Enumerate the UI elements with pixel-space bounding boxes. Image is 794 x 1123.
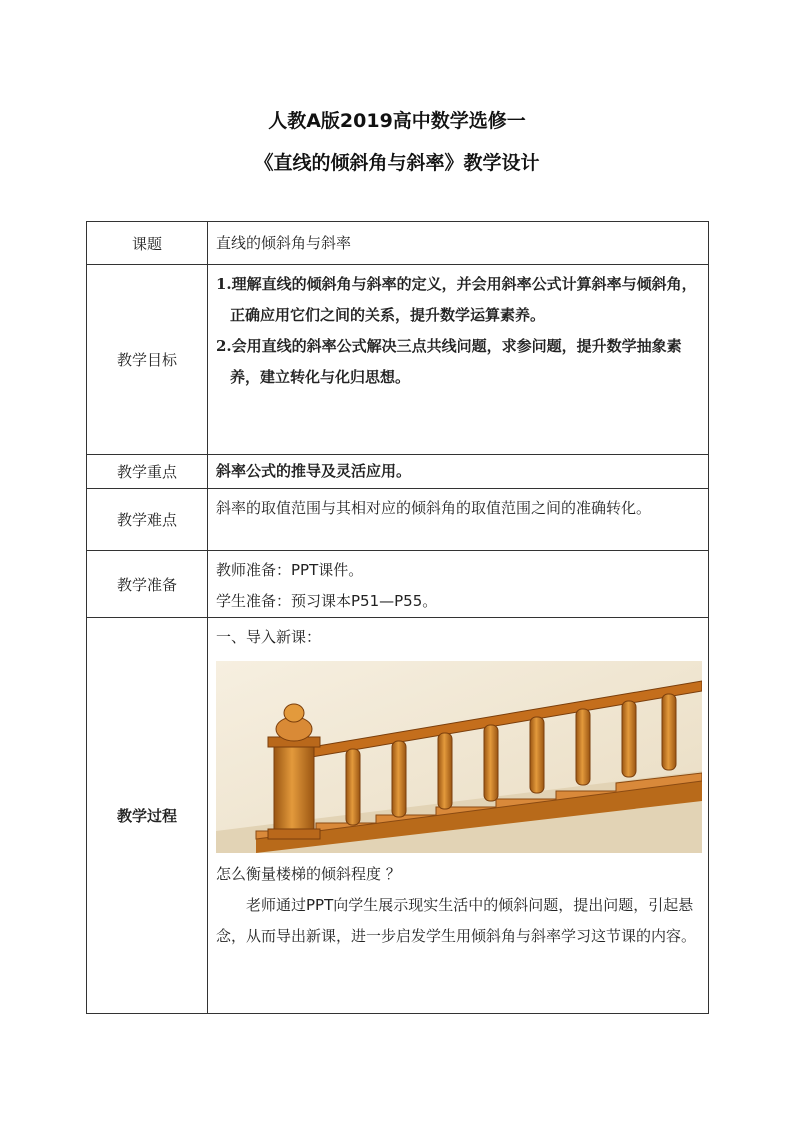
prep-cell bbox=[208, 551, 709, 618]
difficulty-value: 斜率的取值范围与其相对应的倾斜角的取值范围之间的准确转化。 bbox=[208, 489, 709, 551]
goals-cell bbox=[208, 265, 709, 455]
key-label: 教学重点 bbox=[87, 455, 208, 489]
goal-item-2: 2.会用直线的斜率公式解决三点共线问题，求参问题，提升数学抽象素养，建立转化与化归思想。 bbox=[216, 337, 682, 386]
prep-label: 教学准备 bbox=[87, 551, 208, 618]
staircase-photo bbox=[216, 661, 702, 853]
topic-label: 课题 bbox=[87, 222, 208, 265]
process-paragraph: 老师通过PPT向学生展示现实生活中的倾斜问题，提出问题，引起悬念，从而导出新课，进一步启发学生用倾斜角与斜率学习这节课的内容。 bbox=[216, 896, 697, 945]
process-cell bbox=[208, 618, 709, 1014]
document-title-line-2: 《直线的倾斜角与斜率》教学设计 bbox=[254, 152, 540, 174]
goals-label: 教学目标 bbox=[87, 265, 208, 455]
goal-item-1: 1.理解直线的倾斜角与斜率的定义，并会用斜率公式计算斜率与倾斜角，正确应用它们之间的关系，提升数学运算素养。 bbox=[216, 275, 697, 324]
lesson-plan-table bbox=[86, 221, 709, 1014]
topic-value: 直线的倾斜角与斜率 bbox=[208, 222, 709, 265]
key-value: 斜率公式的推导及灵活应用。 bbox=[208, 455, 709, 489]
prep-teacher: 教师准备：PPT课件。 bbox=[216, 561, 364, 579]
prep-student: 学生准备：预习课本P51—P55。 bbox=[216, 592, 438, 610]
process-question: 怎么衡量楼梯的倾斜程度 ？ bbox=[216, 865, 401, 883]
process-heading: 一、导入新课： bbox=[216, 628, 322, 646]
difficulty-label: 教学难点 bbox=[87, 489, 208, 551]
document-title-line-1: 人教A版2019高中数学选修一 bbox=[268, 110, 526, 132]
process-label: 教学过程 bbox=[87, 618, 208, 1014]
staircase-illustration bbox=[216, 661, 702, 853]
